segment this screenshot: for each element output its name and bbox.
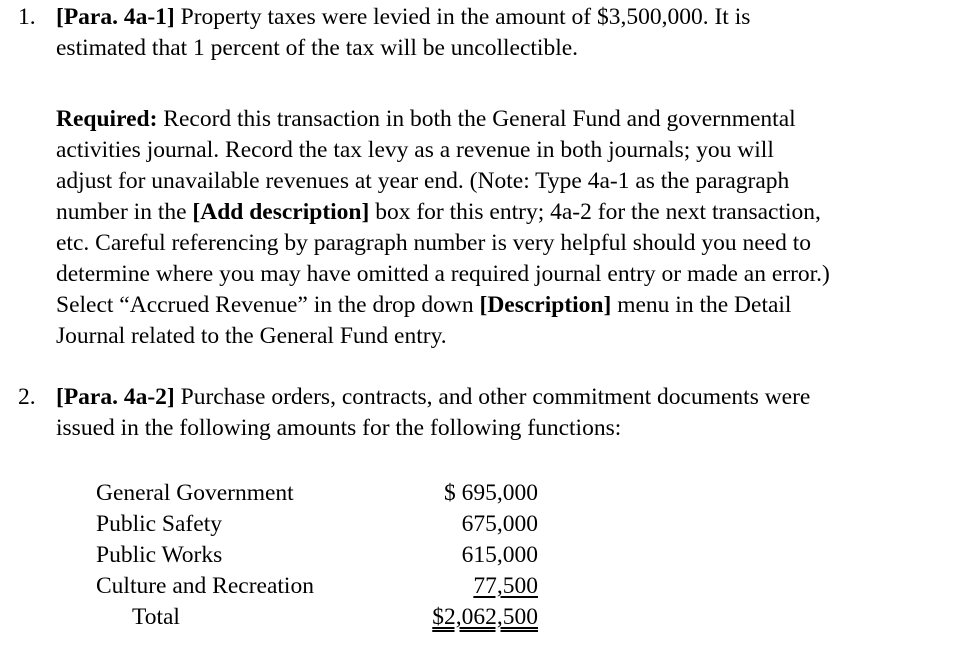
function-amount: 615,000 <box>461 542 538 568</box>
table-row <box>96 509 556 540</box>
list-item-1 <box>18 2 968 64</box>
required-line-7 <box>56 290 961 321</box>
paragraph-reference: [Para. 4a-1] <box>56 4 175 30</box>
total-label: Total <box>132 604 180 630</box>
required-line-1-text: Record this transaction in both the General Fund and governmental <box>157 106 796 132</box>
function-amount: $ 695,000 <box>444 480 538 506</box>
required-line-4-pre: number in the <box>56 199 193 225</box>
required-label: Required: <box>56 106 158 132</box>
item-number: 1. <box>18 4 36 30</box>
table-row <box>96 540 556 571</box>
table-row <box>96 478 556 509</box>
add-description-reference: [Add description] <box>192 199 370 225</box>
function-name: Culture and Recreation <box>96 573 314 599</box>
functions-table <box>96 478 556 633</box>
required-line-2: activities journal. Record the tax levy as a revenue in both journals; you will <box>56 137 774 163</box>
required-line-4 <box>56 197 961 228</box>
function-name: General Government <box>96 480 294 506</box>
item-1-line-1 <box>56 2 968 33</box>
item-2-line-1 <box>56 382 968 413</box>
required-line-1 <box>56 104 961 135</box>
item-1-line-2: estimated that 1 percent of the tax will be uncollectible. <box>56 35 579 61</box>
required-line-7-pre: Select “Accrued Revenue” in the drop down <box>56 292 480 318</box>
required-line-8: Journal related to the General Fund entry. <box>56 323 447 349</box>
required-instructions <box>56 104 961 352</box>
function-name: Public Works <box>96 542 223 568</box>
item-1-text <box>56 2 968 64</box>
paragraph-reference: [Para. 4a-2] <box>56 384 175 410</box>
item-number: 2. <box>18 384 36 410</box>
item-2-line-2: issued in the following amounts for the following functions: <box>56 415 622 441</box>
total-row <box>96 602 556 633</box>
function-amount: 77,500 <box>473 573 538 599</box>
required-line-4-post: box for this entry; 4a-2 for the next transaction, <box>369 199 821 225</box>
required-line-6: determine where you may have omitted a required journal entry or made an error.) <box>56 261 830 287</box>
total-amount: $2,062,500 <box>432 604 538 630</box>
required-line-5: etc. Careful referencing by paragraph number is very helpful should you need to <box>56 230 811 256</box>
description-reference: [Description] <box>479 292 612 318</box>
item-1-line-1-text: Property taxes were levied in the amount of $3,500,000. It is <box>174 4 751 30</box>
required-line-7-post: menu in the Detail <box>611 292 792 318</box>
list-item-2 <box>18 382 968 444</box>
function-name: Public Safety <box>96 511 222 537</box>
item-2-line-1-text: Purchase orders, contracts, and other commitment documents were <box>174 384 811 410</box>
function-amount: 675,000 <box>461 511 538 537</box>
item-2-text <box>56 382 968 444</box>
required-line-3: adjust for unavailable revenues at year end. (Note: Type 4a-1 as the paragraph <box>56 168 790 194</box>
table-row <box>96 571 556 602</box>
